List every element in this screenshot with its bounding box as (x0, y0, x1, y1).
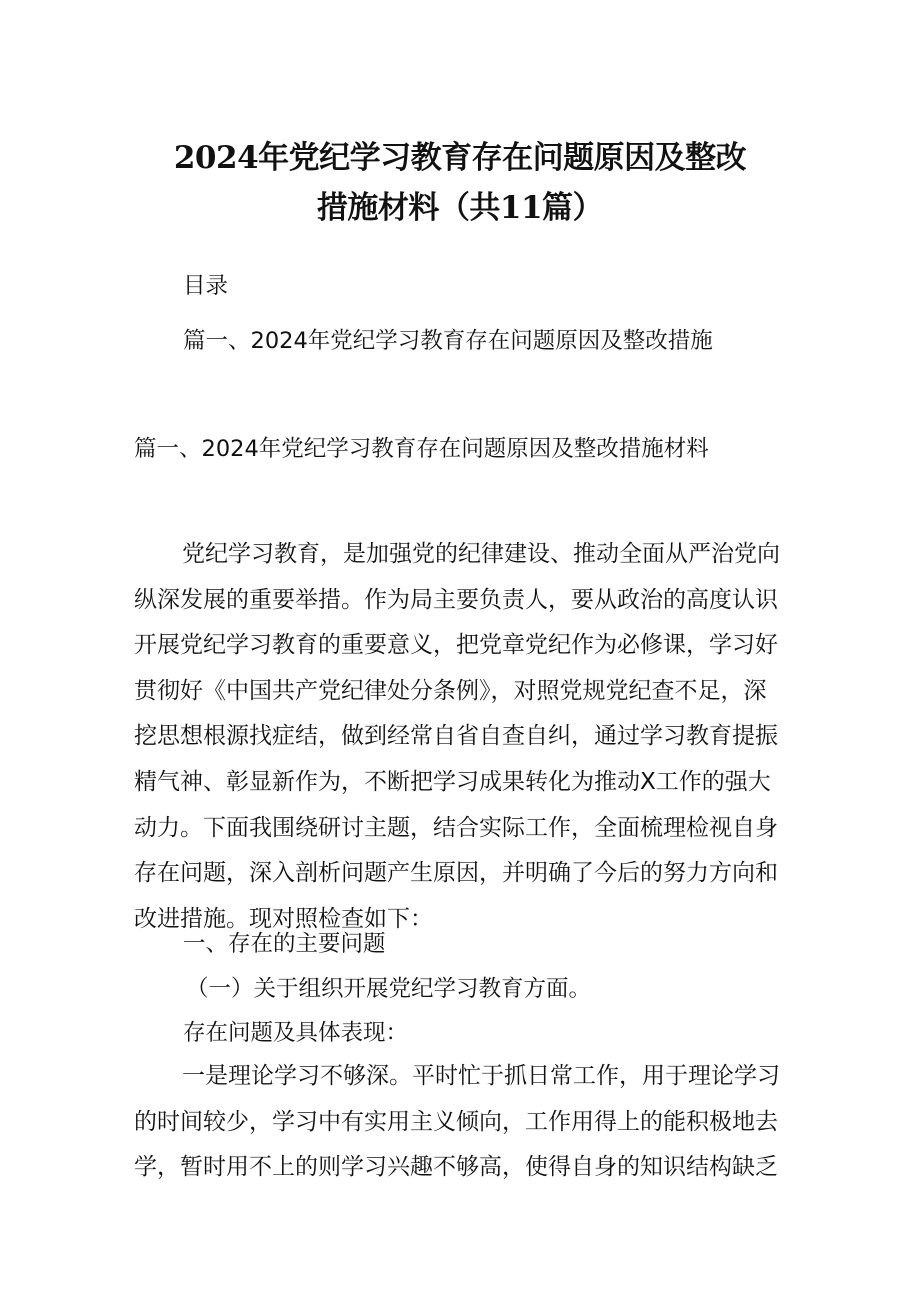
heading-main-problems: 一、存在的主要问题 (183, 931, 386, 957)
subheading-organization: （一）关于组织开展党纪学习教育方面。 (186, 976, 592, 1002)
document-title-line-1: 2024年党纪学习教育存在问题原因及整改 (173, 140, 747, 176)
section-title: 篇一、2024年党纪学习教育存在问题原因及整改措施材料 (134, 436, 709, 462)
body-paragraph-intro: 党纪学习教育，是加强党的纪律建设、推动全面从严治党向纵深发展的重要举措。作为局主要负责人，要从政治的高度认识开展党纪学习教育的重要意义，把党章党纪作为必修课，学习好贯彻好《中国共产党纪律处分条例》，对照党规党纪查不足，深挖思想根源找症结，做到经常自省自查自纠，通过学习教育提振精气神、彰显新作为，不断把学习成果转化为推动X工作的强大动力。下面我围绕研讨主题，结合实际工作，全面梳理检视自身存在问题，深入剖析问题产生原因，并明确了今后的努力方向和改进措施。现对照检查如下： (134, 541, 780, 932)
document-title-line-2: 措施材料（共11篇） (316, 190, 604, 226)
toc-label: 目录 (183, 273, 229, 299)
body-paragraph-theory-study: 一是理论学习不够深。平时忙于抓日常工作，用于理论学习的时间较少，学习中有实用主义倾向，工作用得上的能积极地去学，暂时用不上的则学习兴趣不够高，使得自身的知识结构缺乏 (134, 1063, 780, 1181)
toc-item[interactable]: 篇一、2024年党纪学习教育存在问题原因及整改措施 (183, 328, 713, 354)
subheading-problems-performance: 存在问题及具体表现： (183, 1020, 409, 1046)
